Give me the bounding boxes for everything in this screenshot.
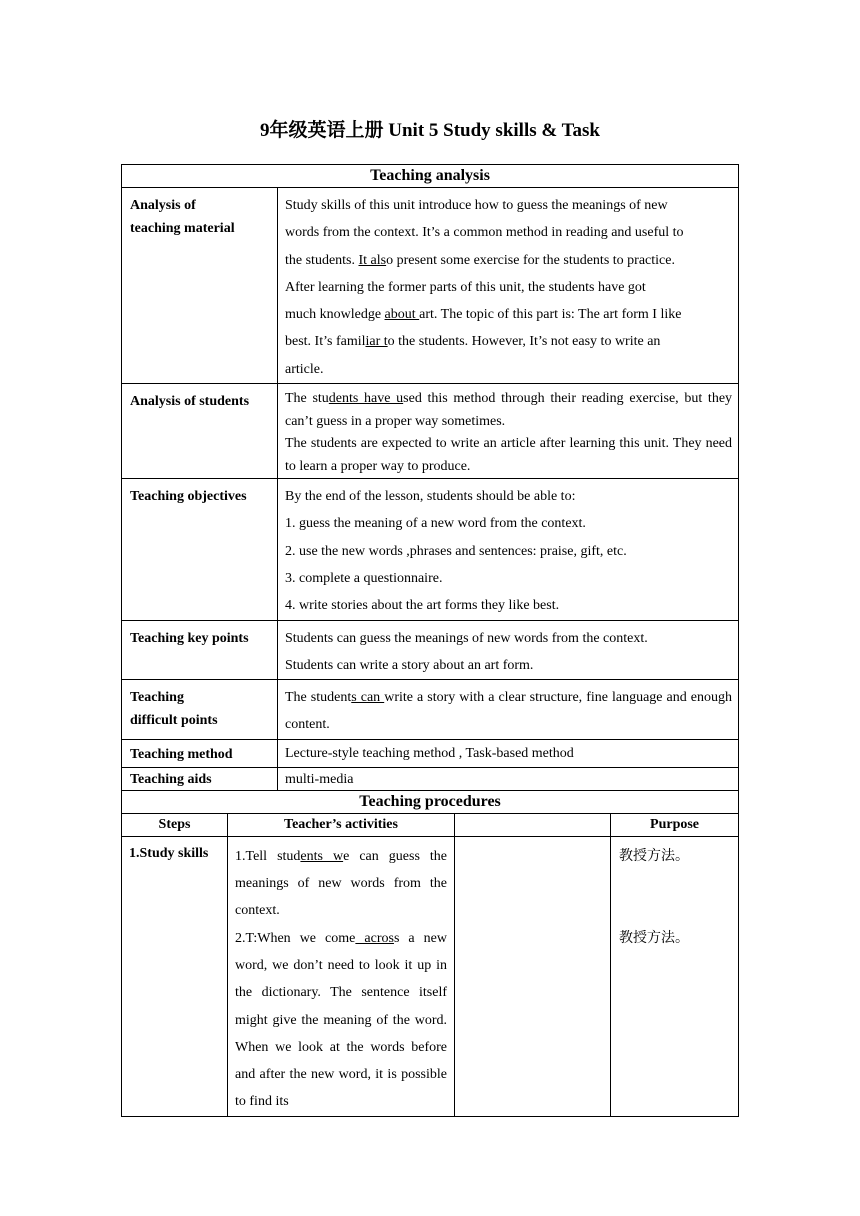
teaching-procedures-header-row [122, 790, 739, 813]
label-teaching-objectives: Teaching objectives [122, 479, 278, 620]
lesson-plan-table [121, 164, 739, 1117]
procedures-column-header-row [122, 813, 739, 836]
row-analysis-students [122, 384, 739, 479]
purpose-spacer [619, 870, 730, 925]
key-point-line: Students can guess the meanings of new words from the context. [285, 630, 648, 646]
underlined-span: ents w [300, 848, 344, 864]
underlined-span: s can [351, 690, 385, 706]
row-step-study-skills [122, 836, 739, 1116]
objective-line: By the end of the lesson, students should be able to: [285, 489, 576, 505]
material-line [285, 328, 732, 355]
purpose-line-2: 教授方法。 [619, 930, 689, 946]
text-span: write a story with a clear structure, fine language and enough content. [285, 690, 733, 733]
row-teaching-aids [122, 767, 739, 790]
text-span: sed this method through their reading exercise, but they can’t guess in a proper way sometimes. [285, 391, 733, 429]
teaching-procedures-header: Teaching procedures [122, 790, 739, 813]
students-paragraph-2: The students are expected to write an article after learning this unit. They need to learn a proper way to produce. [285, 436, 733, 474]
row-teaching-objectives [122, 479, 739, 620]
underlined-span: It als [358, 252, 387, 268]
label-teaching-aids: Teaching aids [122, 767, 278, 790]
text-span: The student [285, 690, 352, 706]
difficult-text [285, 684, 732, 739]
activity-2 [235, 925, 447, 1116]
activity-1 [235, 843, 447, 925]
purpose-line-1: 教授方法。 [619, 848, 689, 864]
underlined-span: dents have u [328, 391, 404, 407]
material-line: article. [285, 361, 324, 377]
content-teaching-aids: multi-media [278, 767, 739, 790]
text-span: much knowledge [285, 307, 385, 323]
text-span: The stu [285, 391, 329, 407]
step-label-study-skills: 1.Study skills [122, 836, 228, 1116]
text-span: o the students. However, It’s not easy to write an [387, 334, 661, 350]
text-span: best. It’s famil [285, 334, 366, 350]
label-teaching-method: Teaching method [122, 739, 278, 767]
content-teaching-method: Lecture-style teaching method , Task-based method [278, 739, 739, 767]
purpose-study-skills [611, 836, 739, 1116]
text-span: e can guess the meanings of new words from the context. [235, 848, 448, 919]
content-analysis-students [278, 384, 739, 479]
content-teaching-material [278, 188, 739, 384]
teaching-analysis-header: Teaching analysis [122, 165, 739, 188]
text-span: the students. [285, 252, 359, 268]
col-header-purpose: Purpose [611, 813, 739, 836]
teacher-activities-study-skills [228, 836, 455, 1116]
label-teaching-material-line1: Analysis of [130, 198, 196, 213]
col-header-steps: Steps [122, 813, 228, 836]
col-header-students-activities [455, 813, 611, 836]
underlined-span: iar t [365, 334, 388, 350]
objective-line: 4. write stories about the art forms they like best. [285, 598, 560, 614]
content-difficult-points [278, 680, 739, 740]
row-teaching-method [122, 739, 739, 767]
col-header-teacher-activities: Teacher’s activities [228, 813, 455, 836]
text-span: s a new word, we don’t need to look it up in the dictionary. The sentence itself might give the meaning of the word. When we look at the words before and after the new word, it is possible to find its [235, 930, 447, 1110]
label-teaching-material [122, 188, 278, 384]
teaching-analysis-header-row [122, 165, 739, 188]
label-difficult-points [122, 680, 278, 740]
label-difficult-line2: difficult points [130, 713, 218, 729]
material-line: Study skills of this unit introduce how to guess the meanings of new [285, 198, 668, 213]
key-point-line: Students can write a story about an art form. [285, 657, 534, 673]
text-span: 1.Tell stud [235, 848, 301, 864]
row-key-points [122, 620, 739, 680]
material-line: words from the context. It’s a common method in reading and useful to [285, 225, 684, 241]
content-key-points [278, 620, 739, 680]
material-line [285, 301, 732, 328]
objective-line: 1. guess the meaning of a new word from the context. [285, 516, 586, 532]
material-line [285, 247, 732, 274]
row-teaching-material [122, 188, 739, 384]
material-line: After learning the former parts of this unit, the students have got [285, 279, 646, 295]
objective-line: 3. complete a questionnaire. [285, 570, 443, 586]
label-analysis-students: Analysis of students [122, 384, 278, 479]
text-span: 2.T:When we come [235, 930, 356, 946]
page-title: 9年级英语上册 Unit 5 Study skills & Task [260, 120, 600, 141]
label-difficult-line1: Teaching [130, 690, 184, 706]
objective-line: 2. use the new words ,phrases and sentences: praise, gift, etc. [285, 543, 627, 559]
students-paragraph-1 [285, 388, 732, 433]
label-key-points: Teaching key points [122, 620, 278, 680]
text-span: art. The topic of this part is: The art form I like [419, 307, 682, 323]
text-span: o present some exercise for the students to practice. [386, 252, 675, 268]
label-teaching-material-line2: teaching material [130, 221, 235, 236]
content-teaching-objectives [278, 479, 739, 620]
students-activities-study-skills [455, 836, 611, 1116]
underlined-span: acros [355, 930, 394, 946]
row-difficult-points [122, 680, 739, 740]
underlined-span: about [384, 307, 420, 323]
